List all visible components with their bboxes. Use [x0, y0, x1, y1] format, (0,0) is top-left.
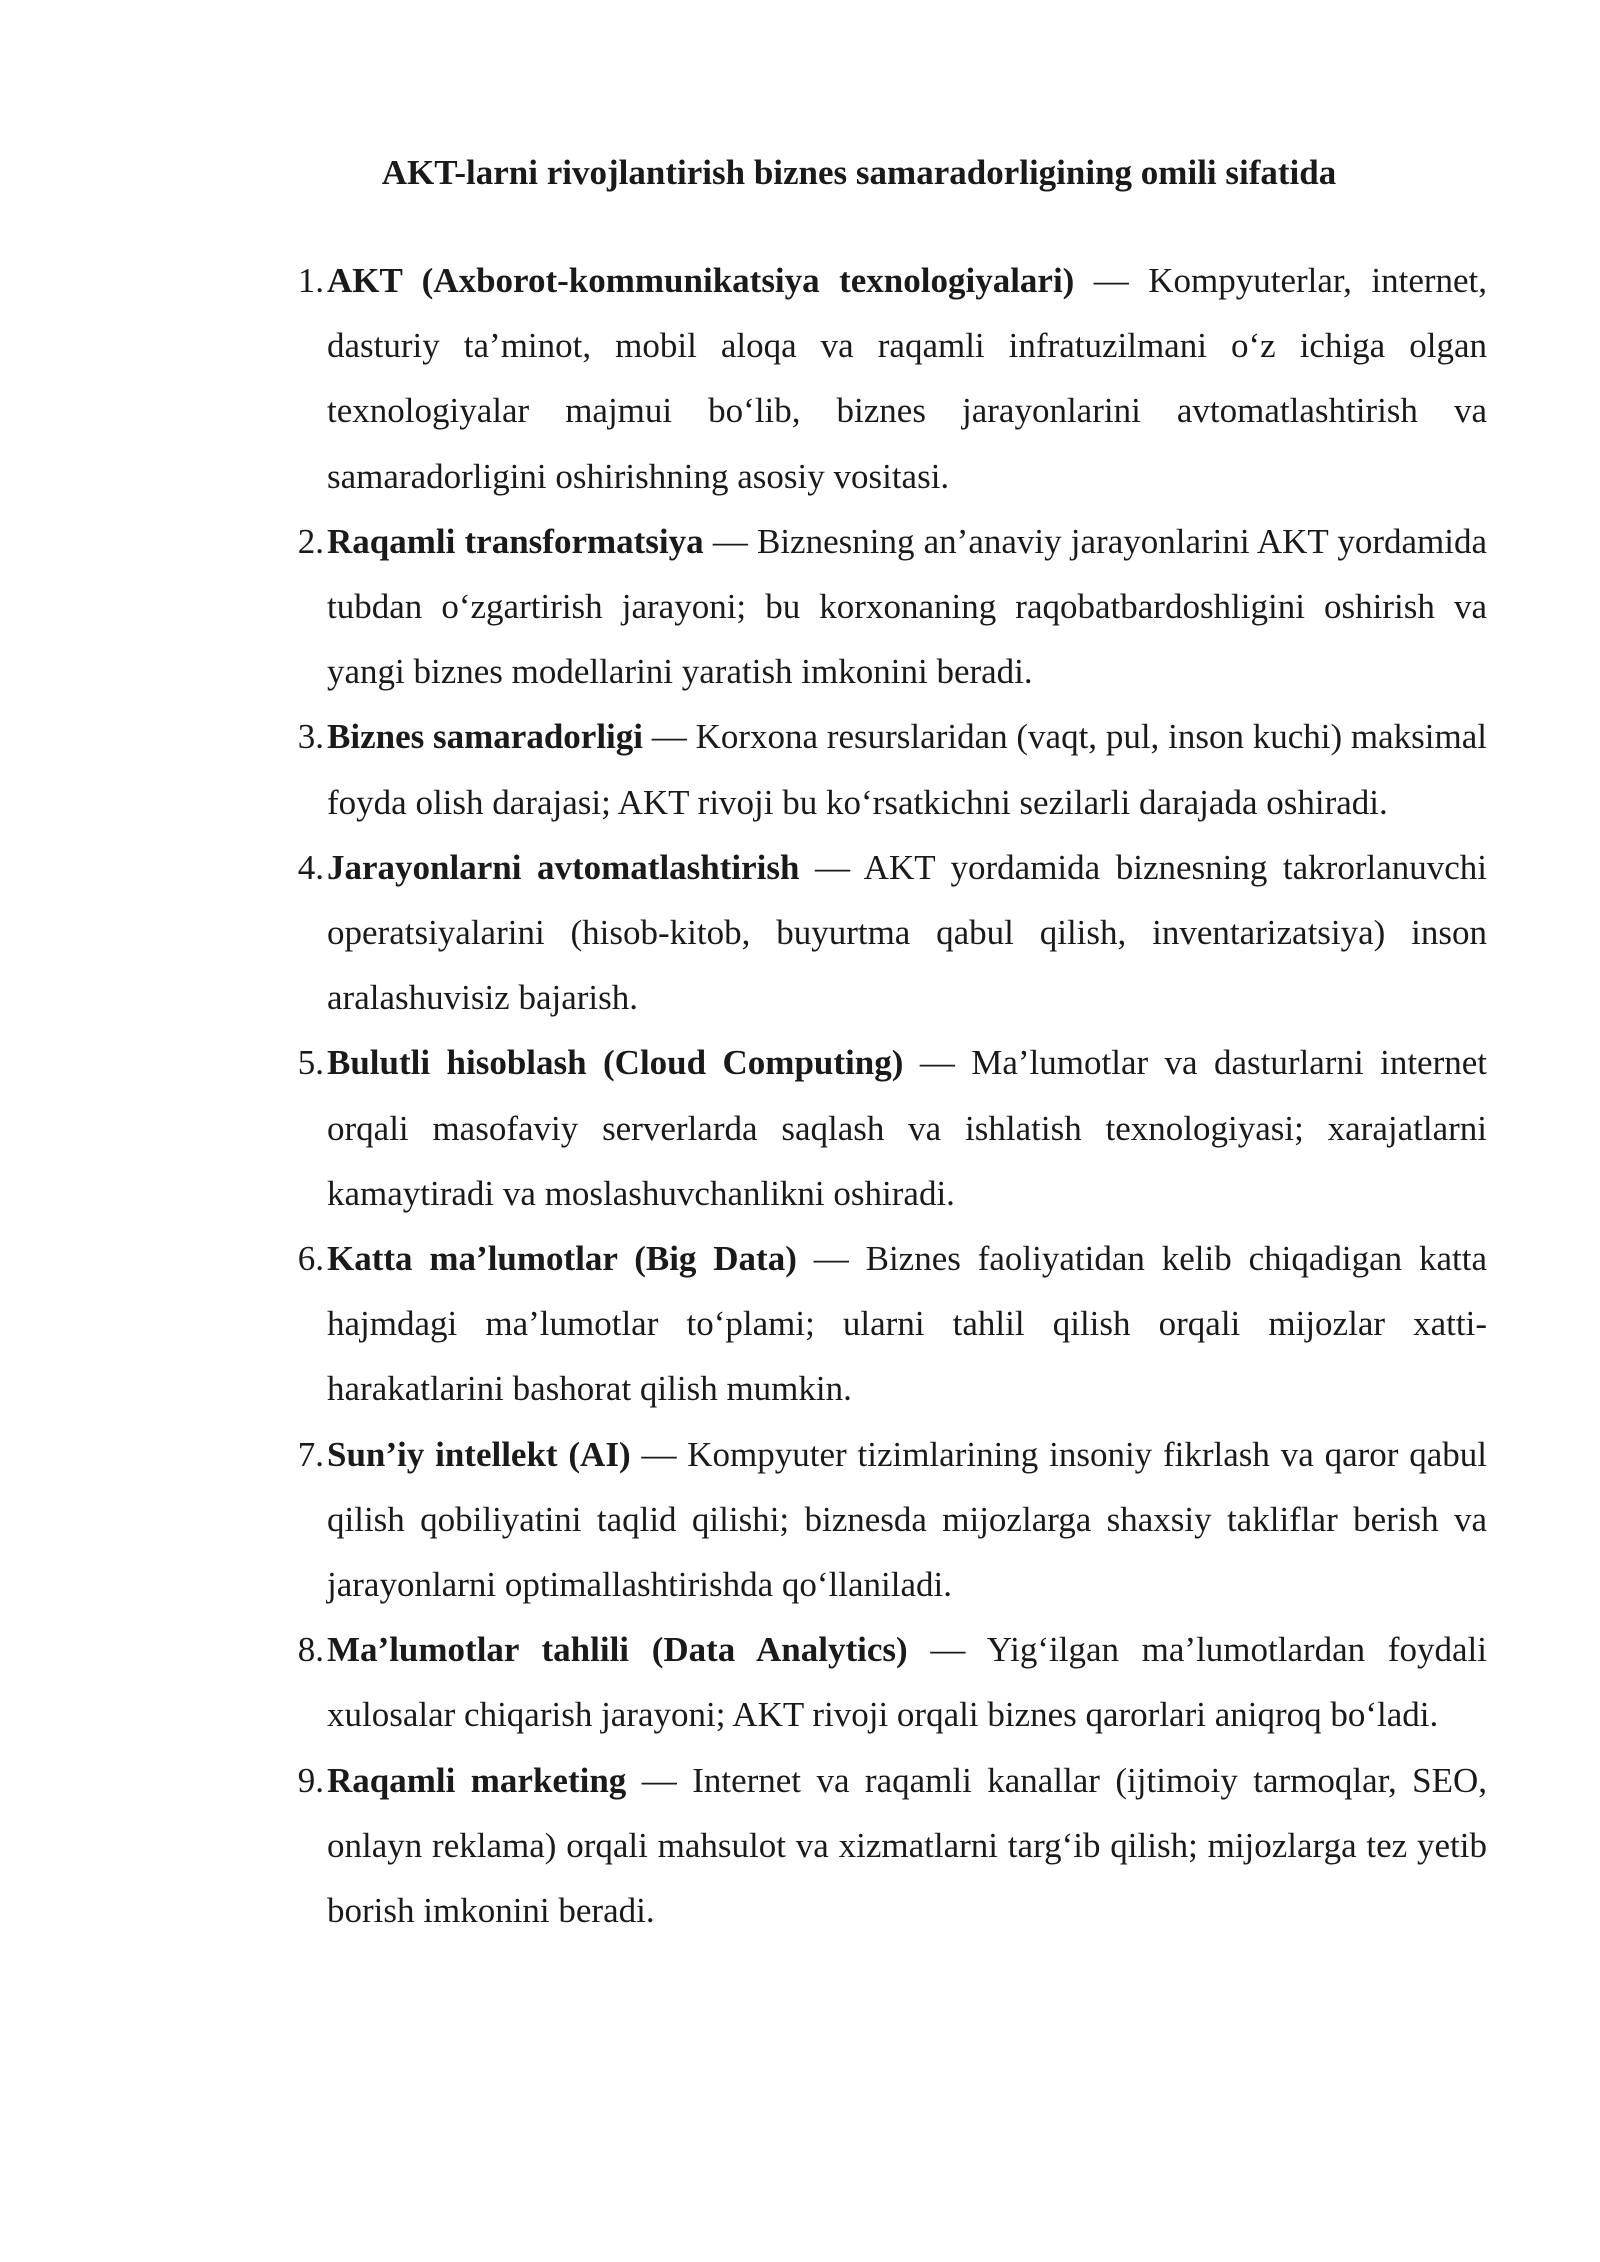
- item-term: AKT (Axborot-kommunikatsiya texnologiyalari): [327, 261, 1075, 300]
- item-definition: AKT yordamida biznesning takrorlanuvchi operatsiyalarini (hisob-kitob, buyurtma qabul qilish, inventarizatsiya) inson aralashuvisiz bajarish.: [327, 847, 1488, 1018]
- item-definition: Yig‘ilgan ma’lumotlardan foydali xulosalar chiqarish jarayoni; AKT rivoji orqali biznes qarorlari aniqroq bo‘ladi.: [327, 1630, 1488, 1735]
- item-text: [327, 704, 1487, 834]
- item-definition: Biznesning an’anaviy jarayonlarini AKT yordamida tubdan o‘zgartirish jarayoni; bu korxonaning raqobatbardoshligini oshirish va yangi biznes modellarini yaratish imkonini beradi.: [327, 521, 1487, 692]
- definition-list: [0, 248, 1600, 1943]
- item-number: 9.: [297, 1760, 324, 1800]
- item-dash: —: [641, 1434, 677, 1474]
- item-dash: —: [919, 1043, 955, 1083]
- item-number: 4.: [297, 847, 324, 887]
- list-item: [0, 1030, 1600, 1226]
- item-term: Bulutli hisoblash (Cloud Computing): [327, 1043, 904, 1083]
- item-text: [327, 1422, 1487, 1618]
- item-term: Raqamli transformatsiya: [327, 521, 704, 561]
- item-definition: Internet va raqamli kanallar (ijtimoiy tarmoqlar, SEO, onlayn reklama) orqali mahsulot va xizmatlarni targ‘ib qilish; mijozlarga tez yetib borish imkonini beradi.: [327, 1760, 1487, 1931]
- item-dash: —: [930, 1630, 966, 1670]
- document-title: AKT-larni rivojlantirish biznes samaradorligining omili sifatida: [381, 153, 1337, 192]
- item-definition: Kompyuterlar, internet, dasturiy ta’minot, mobil aloqa va raqamli infratuzilmani o‘z ichiga olgan texnologiyalar majmui bo‘lib, biznes jarayonlarini avtomatlashtirish va samaradorligini oshirishning asosiy vositasi.: [327, 261, 1488, 496]
- item-number: 7.: [297, 1434, 324, 1474]
- item-number: 3.: [297, 717, 324, 757]
- item-dash: —: [815, 847, 851, 887]
- item-term: Biznes samaradorligi: [327, 717, 643, 757]
- list-item: [0, 248, 1600, 509]
- item-dash: —: [1093, 261, 1129, 300]
- item-text: [327, 1748, 1487, 1944]
- list-item: [0, 1226, 1600, 1422]
- list-item: [0, 835, 1600, 1031]
- item-definition: Ma’lumotlar va dasturlarni internet orqali masofaviy serverlarda saqlash va ishlatish texnologiyasi; xarajatlarni kamaytiradi va moslashuvchanlikni oshiradi.: [327, 1043, 1487, 1213]
- item-number: 1.: [297, 261, 324, 300]
- item-text: [327, 1617, 1487, 1747]
- item-number: 2.: [297, 521, 324, 561]
- item-number: 8.: [297, 1630, 324, 1670]
- item-definition: Kompyuter tizimlarining insoniy fikrlash va qaror qabul qilish qobiliyatini taqlid qilishi; biznesda mijozlarga shaxsiy takliflar berish va jarayonlarni optimallashtirishda qo‘llaniladi.: [327, 1434, 1488, 1605]
- item-dash: —: [641, 1760, 677, 1800]
- item-number: 5.: [297, 1043, 324, 1083]
- list-item: [0, 1748, 1600, 1944]
- item-term: Katta ma’lumotlar (Big Data): [327, 1239, 797, 1279]
- item-dash: —: [712, 521, 748, 561]
- item-text: [327, 248, 1487, 509]
- item-text: [327, 509, 1487, 705]
- item-term: Raqamli marketing: [327, 1760, 627, 1800]
- item-text: [327, 835, 1487, 1031]
- list-item: [0, 1617, 1600, 1747]
- item-definition: Biznes faoliyatidan kelib chiqadigan katta hajmdagi ma’lumotlar to‘plami; ularni tahlil qilish orqali mijozlar xatti-harakatlarini bashorat qilish mumkin.: [327, 1239, 1487, 1409]
- item-definition: Korxona resurslaridan (vaqt, pul, inson kuchi) maksimal foyda olish darajasi; AKT rivoji bu ko‘rsatkichni sezilarli darajada oshiradi.: [327, 717, 1488, 822]
- item-text: [327, 1030, 1487, 1226]
- item-term: Ma’lumotlar tahlili (Data Analytics): [327, 1630, 908, 1670]
- item-term: Sun’iy intellekt (AI): [327, 1434, 631, 1474]
- list-item: [0, 704, 1600, 834]
- list-item: [0, 509, 1600, 705]
- item-text: [327, 1226, 1487, 1422]
- item-dash: —: [813, 1239, 849, 1279]
- list-item: [0, 1422, 1600, 1618]
- item-dash: —: [651, 717, 687, 757]
- item-term: Jarayonlarni avtomatlashtirish: [327, 847, 800, 887]
- item-number: 6.: [297, 1239, 324, 1279]
